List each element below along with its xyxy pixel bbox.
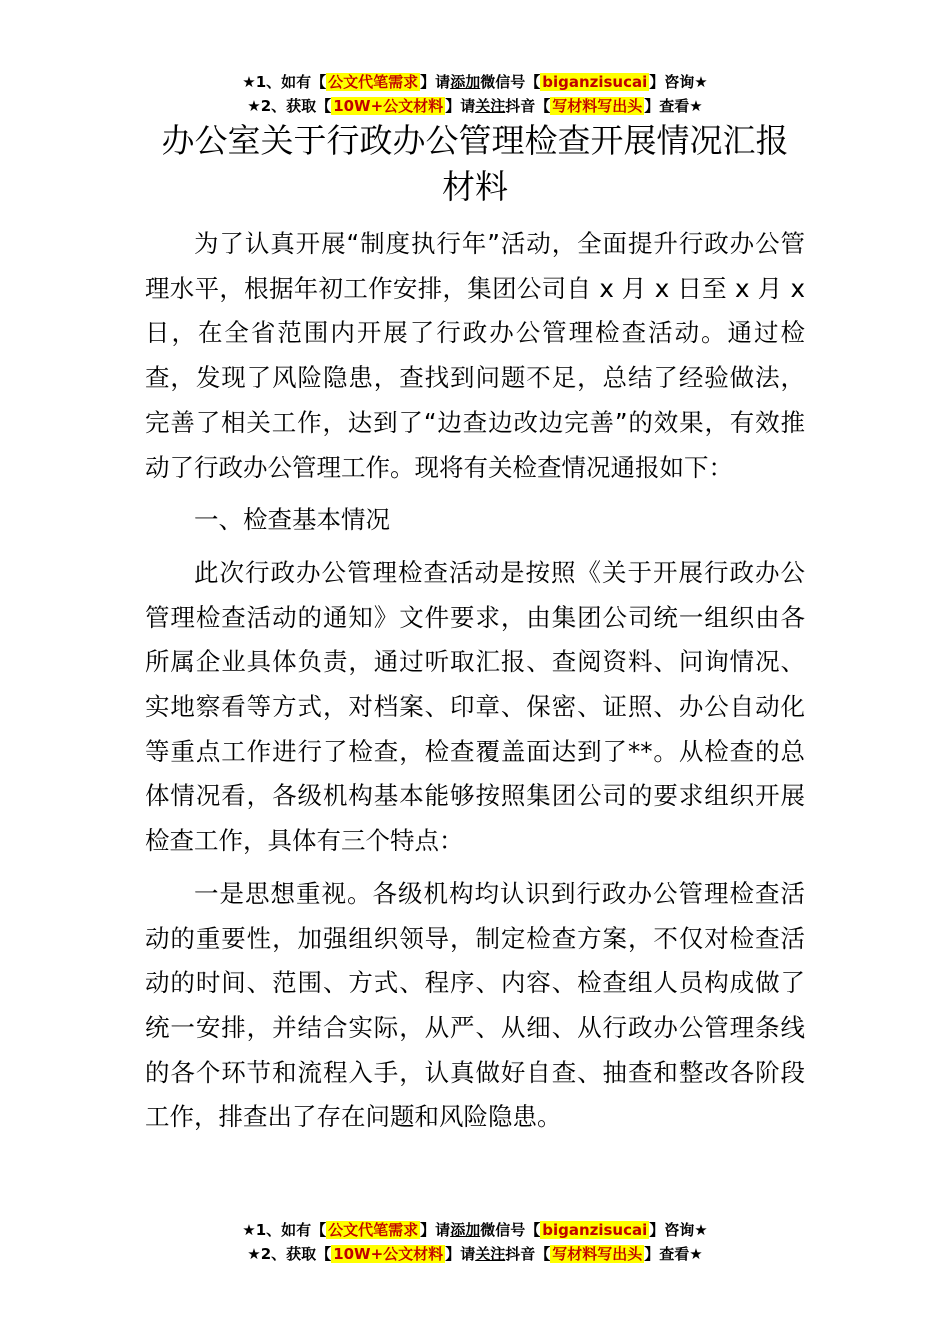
section-heading: 一、检查基本情况 xyxy=(194,505,390,535)
title-line-1: 办公室关于行政办公管理检查开展情况汇报 xyxy=(161,121,789,160)
banner-line-2: ★2、获取【 10W+公文材料 】请关注抖音【 写材料写出头 】查看★ xyxy=(247,1245,703,1263)
banner-line-1: ★1、如有【 公文代笔需求 】请添加微信号【 biganzisucai 】咨询★ xyxy=(242,73,708,91)
banner-line-2: ★2、获取【 10W+公文材料 】请关注抖音【 写材料写出头 】查看★ xyxy=(247,97,703,115)
banner-line-1: ★1、如有【 公文代笔需求 】请添加微信号【 biganzisucai 】咨询★ xyxy=(242,1221,708,1239)
banner-highlight: 写材料写出头 xyxy=(552,1245,643,1263)
banner-highlight: 公文代笔需求 xyxy=(328,73,419,91)
banner-highlight: 10W+公文材料 xyxy=(333,97,444,115)
top-banner xyxy=(0,70,950,118)
banner-highlight: 公文代笔需求 xyxy=(328,1221,419,1239)
banner-highlight: biganzisucai xyxy=(542,1221,648,1239)
document-title xyxy=(145,118,805,210)
banner-highlight: 10W+公文材料 xyxy=(333,1245,444,1263)
bottom-banner xyxy=(0,1218,950,1266)
paragraph-point-one: 一是思想重视。各级机构均认识到行政办公管理检查活动的重要性，加强组织领导，制定检查方案，不仅对检查活动的时间、范围、方式、程序、内容、检查组人员构成做了统一安排，并结合实际，从严、从细、从行政办公管理条线的各个环节和流程入手，认真做好自查、抽查和整改各阶段工作，排查出了存在问题和风险隐患。 xyxy=(145,878,805,1132)
banner-highlight: biganzisucai xyxy=(542,73,648,91)
banner-highlight: 写材料写出头 xyxy=(552,97,643,115)
paragraph-basic-situation: 此次行政办公管理检查活动是按照《关于开展行政办公管理检查活动的通知》文件要求，由集团公司统一组织由各所属企业具体负责，通过听取汇报、查阅资料、问询情况、实地察看等方式，对档案、印章、保密、证照、办公自动化等重点工作进行了检查，检查覆盖面达到了**。从检查的总体情况看，各级机构基本能够按照集团公司的要求组织开展检查工作，具体有三个特点： xyxy=(145,557,805,856)
document-body xyxy=(145,222,805,1148)
paragraph-intro: 为了认真开展“制度执行年”活动，全面提升行政办公管理水平，根据年初工作安排，集团公司自 x 月 x 日至 x 月 x 日，在全省范围内开展了行政办公管理检查活动。通过检查，发现了风险隐患，查找到问题不足，总结了经验做法，完善了相关工作，达到了“边查边改边完善”的效果，有效推动了行政办公管理工作。现将有关检查情况通报如下： xyxy=(145,229,805,482)
title-line-2: 材料 xyxy=(442,167,508,206)
